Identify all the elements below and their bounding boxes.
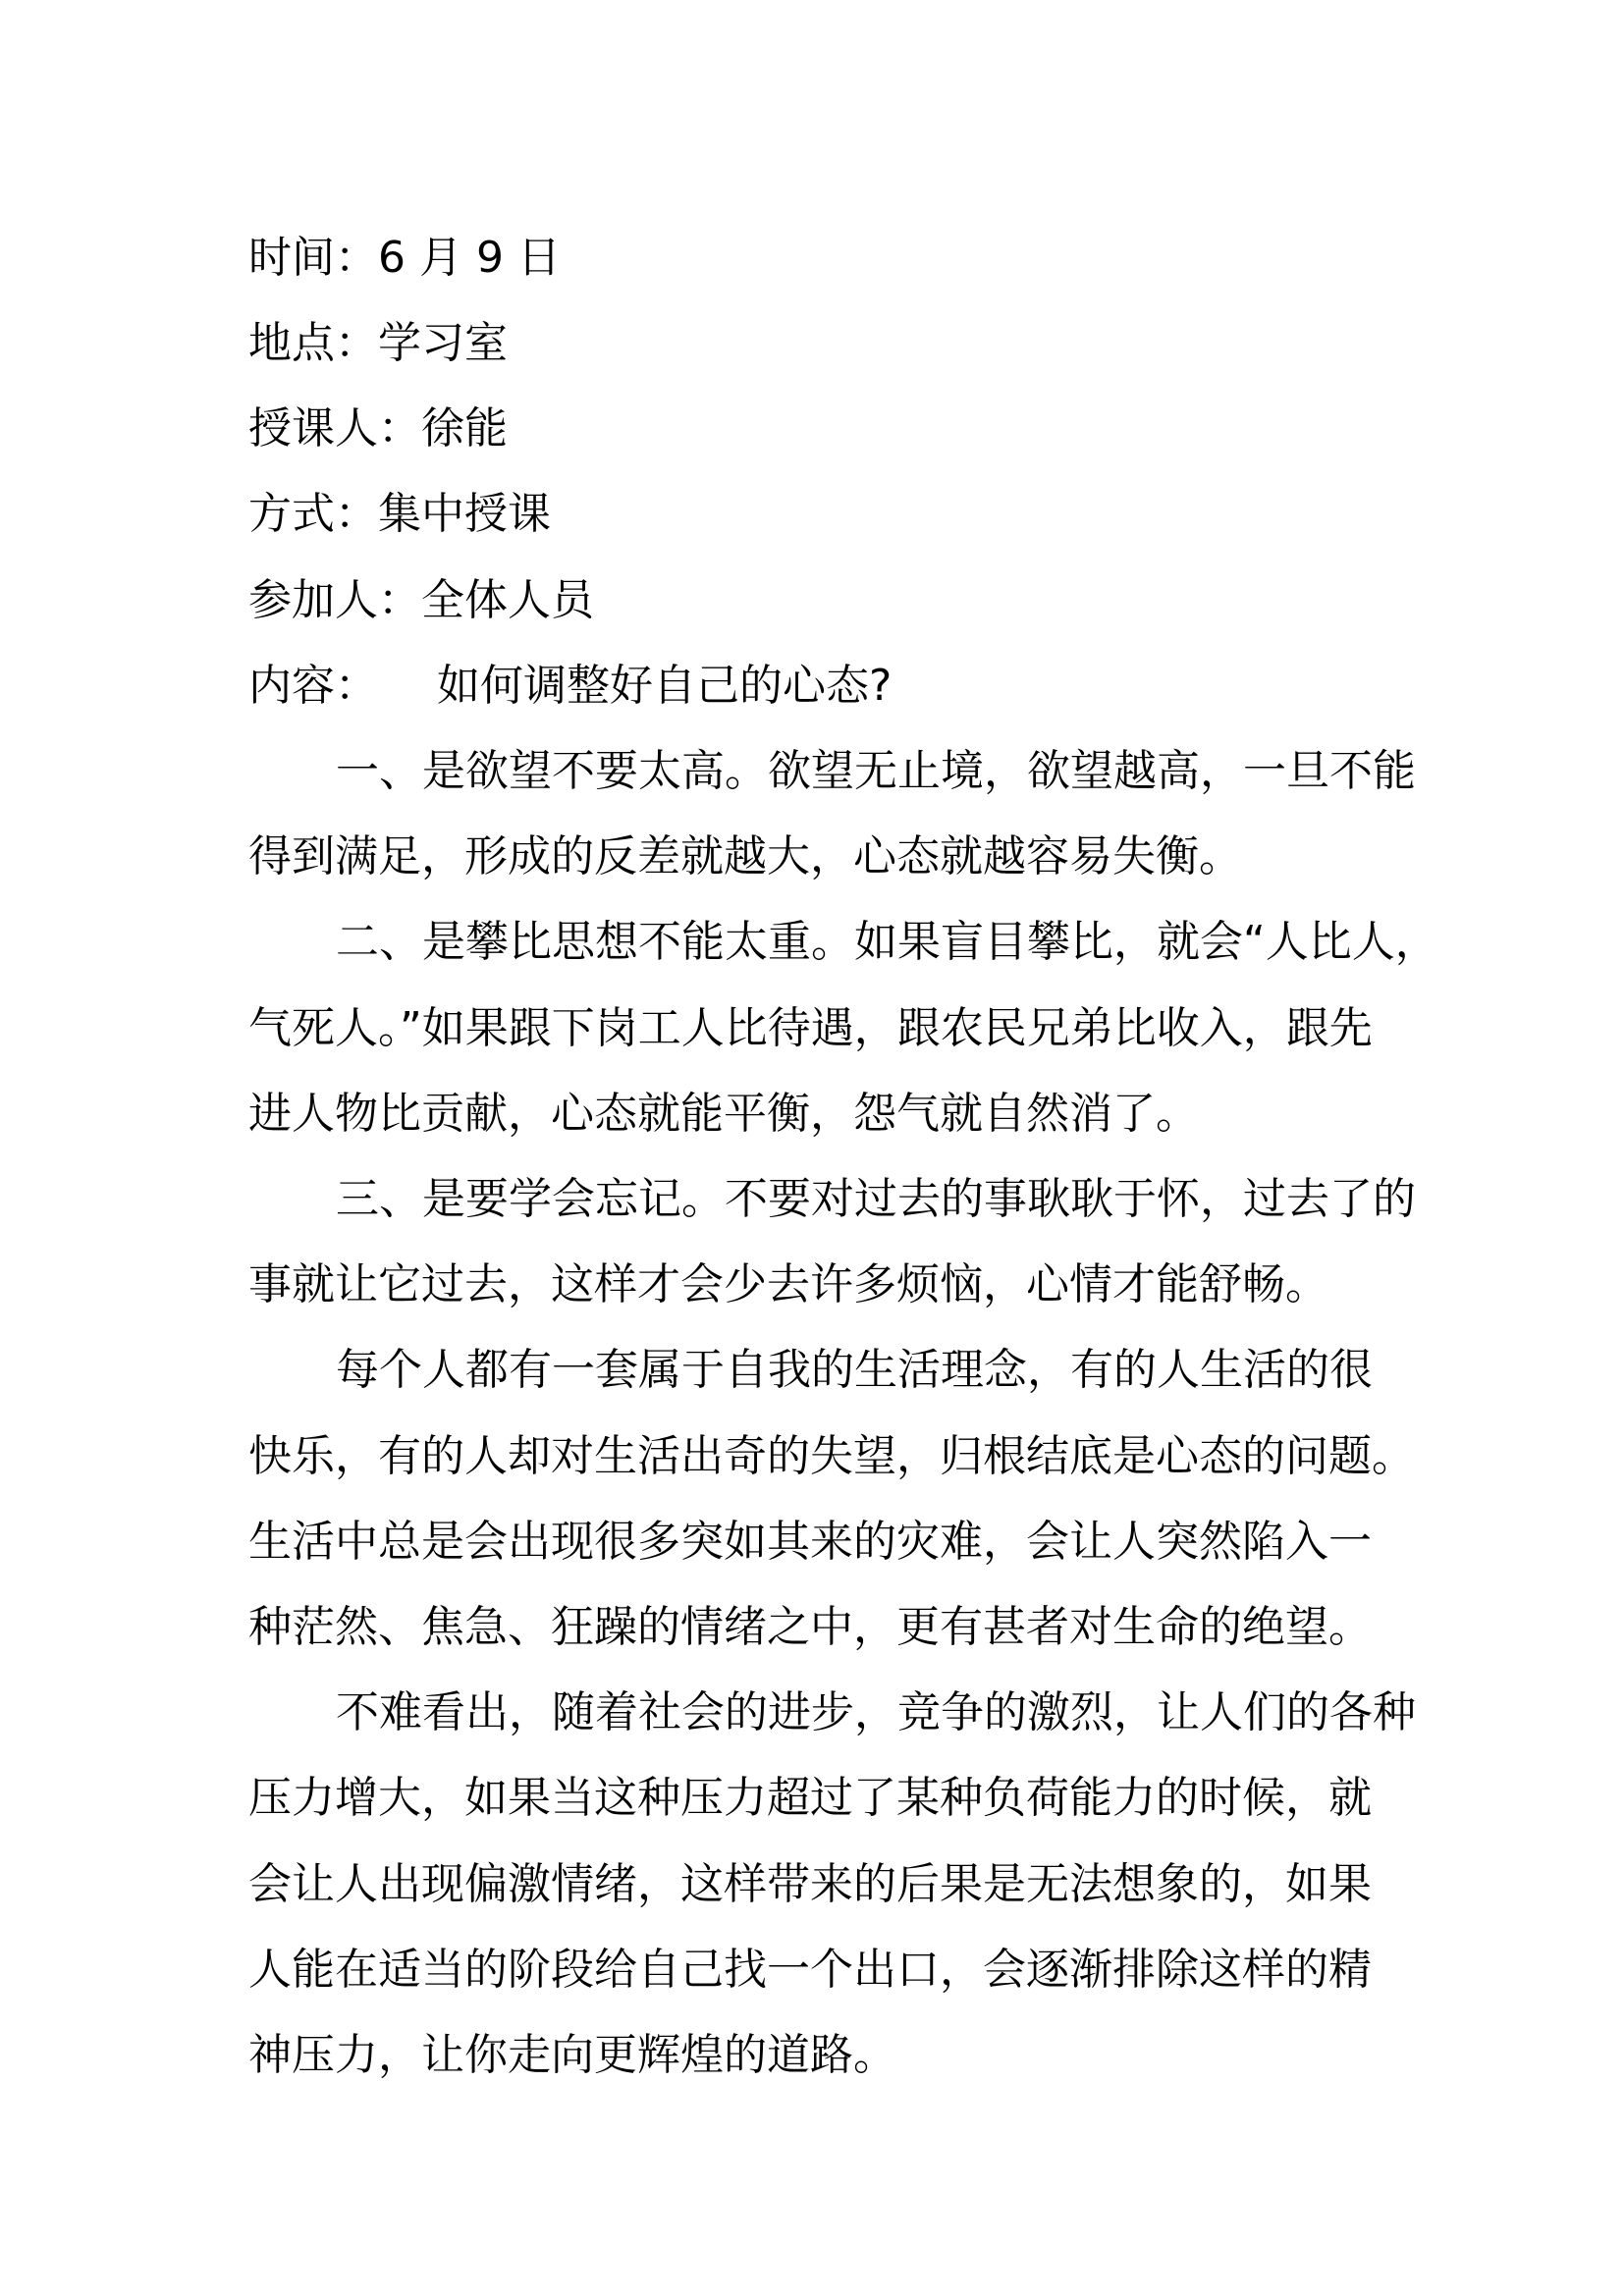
meta-place [248, 300, 1397, 387]
lecturer-value: 徐能 [421, 403, 508, 454]
body-line: 压力增大，如果当这种压力超过了某种负荷能力的时候，就 [248, 1773, 1372, 1824]
content-label: 内容： [248, 661, 378, 711]
time-value: 6 月 9 日 [378, 233, 561, 283]
body-line: 种茫然、焦急、狂躁的情绪之中，更有甚者对生命的绝望。 [248, 1602, 1372, 1652]
body-line: 不难看出，随着社会的进步，竞争的激烈，让人们的各种 [336, 1687, 1416, 1738]
body-line: 气死人。”如果跟下岗工人比待遇，跟农民兄弟比收入，跟先 [248, 1002, 1373, 1053]
meta-attendees [248, 558, 1397, 644]
body-line: 生活中总是会出现很多突如其来的灾难，会让人突然陷入一 [248, 1516, 1372, 1567]
attendees-value: 全体人员 [421, 575, 594, 625]
lecturer-label: 授课人： [248, 403, 421, 454]
time-label: 时间： [248, 233, 378, 283]
content-value: 如何调整好自己的心态? [437, 661, 893, 711]
body-line: 人能在适当的阶段给自己找一个出口，会逐渐排除这样的精 [248, 1944, 1372, 1995]
body-line: 神压力，让你走向更辉煌的道路。 [248, 2030, 896, 2080]
meta-method [248, 471, 1397, 558]
method-label: 方式： [248, 489, 378, 539]
body-line: 事就让它过去，这样才会少去许多烦恼，心情才能舒畅。 [248, 1259, 1328, 1310]
meta-time [248, 215, 1397, 301]
body-line: 三、是要学会忘记。不要对过去的事耿耿于怀，过去了的 [336, 1174, 1416, 1224]
body-line: 一、是欲望不要太高。欲望无止境，欲望越高，一旦不能 [336, 746, 1416, 796]
method-value: 集中授课 [378, 489, 551, 539]
body-line: 快乐，有的人却对生活出奇的失望，归根结底是心态的问题。 [248, 1430, 1415, 1481]
meta-lecturer [248, 386, 1397, 472]
body-line: 得到满足，形成的反差就越大，心态就越容易失衡。 [248, 831, 1242, 882]
body-line: 每个人都有一套属于自我的生活理念，有的人生活的很 [336, 1345, 1373, 1396]
body-line: 二、是攀比思想不能太重。如果盲目攀比，就会“人比人， [336, 917, 1438, 968]
body-line: 进人物比贡献，心态就能平衡，怨气就自然消了。 [248, 1088, 1199, 1139]
attendees-label: 参加人： [248, 575, 421, 625]
meta-content [248, 643, 1397, 729]
place-value: 学习室 [378, 318, 508, 368]
body-line: 会让人出现偏激情绪，这样带来的后果是无法想象的，如果 [248, 1858, 1372, 1909]
place-label: 地点： [248, 318, 378, 368]
